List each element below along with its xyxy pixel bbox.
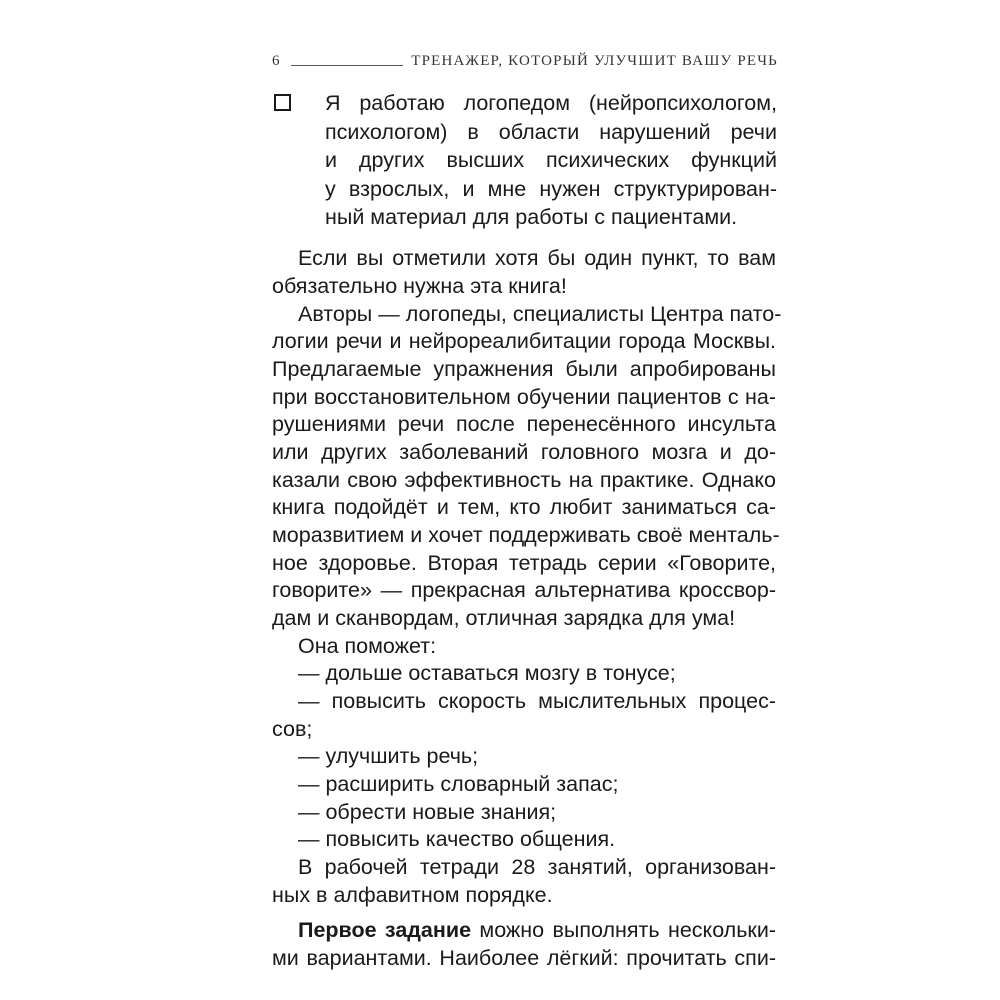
body-line: говорите» — прекрасная альтернатива кроссвор- [272,578,776,602]
body-line: или других заболеваний головного мозга и до- [272,440,776,464]
checklist-line: и других высших психических функций [325,148,777,172]
body-line: при восстановительном обучении пациентов с на- [272,385,776,409]
checklist-line: у взрослых, и мне нужен структурирован- [325,177,777,201]
page-number: 6 [272,53,281,69]
running-head [272,50,778,70]
body-line: казали свою эффективность на практике. Однако [272,468,776,492]
final-line-rest: можно выполнять нескольки- [471,918,776,942]
list-item: — расширить словарный запас; [298,772,619,796]
body-line: ных в алфавитном порядке. [272,883,553,907]
list-item: — обрести новые знания; [298,800,557,824]
header-rule [291,65,404,66]
checklist-line: Я работаю логопедом (нейропсихологом, [325,91,777,115]
list-item: — улучшить речь; [298,744,479,768]
checklist-line: психологом) в области нарушений речи [325,120,777,144]
running-title: ТРЕНАЖЕР, КОТОРЫЙ УЛУЧШИТ ВАШУ РЕЧЬ [411,53,778,69]
body-line: ное здоровье. Вторая тетрадь серии «Говорите, [272,551,776,575]
checklist-line: ный материал для работы с пациентами. [325,205,738,229]
list-item: — повысить качество общения. [298,827,616,851]
body-line: В рабочей тетради 28 занятий, организован- [298,855,776,879]
body-line: книга подойдёт и тем, кто любит заниматься са- [272,495,776,519]
final-paragraph-line [298,915,776,945]
body-line: моразвитием и хочет поддерживать своё менталь- [272,523,780,547]
body-line: Если вы отметили хотя бы один пункт, то вам [298,246,776,270]
body-line: Авторы — логопеды, специалисты Центра пато- [298,302,782,326]
bold-lead: Первое задание [298,918,472,942]
body-line: обязательно нужна эта книга! [272,274,567,298]
checkbox-empty-icon[interactable] [274,94,291,111]
body-line: Предлагаемые упражнения были апробированы [272,357,776,381]
list-item: — дольше оставаться мозгу в тонусе; [298,661,676,685]
body-line: Она поможет: [298,634,437,658]
body-line: дам и сканвордам, отличная зарядка для ума! [272,606,736,630]
body-line: рушениями речи после перенесённого инсульта [272,412,776,436]
final-paragraph-line: ми вариантами. Наиболее лёгкий: прочитать спи- [272,946,776,970]
list-item-continuation: сов; [272,717,313,741]
list-item: — повысить скорость мыслительных процес- [298,689,776,713]
body-line: логии речи и нейрореалибитации города Москвы. [272,329,776,353]
